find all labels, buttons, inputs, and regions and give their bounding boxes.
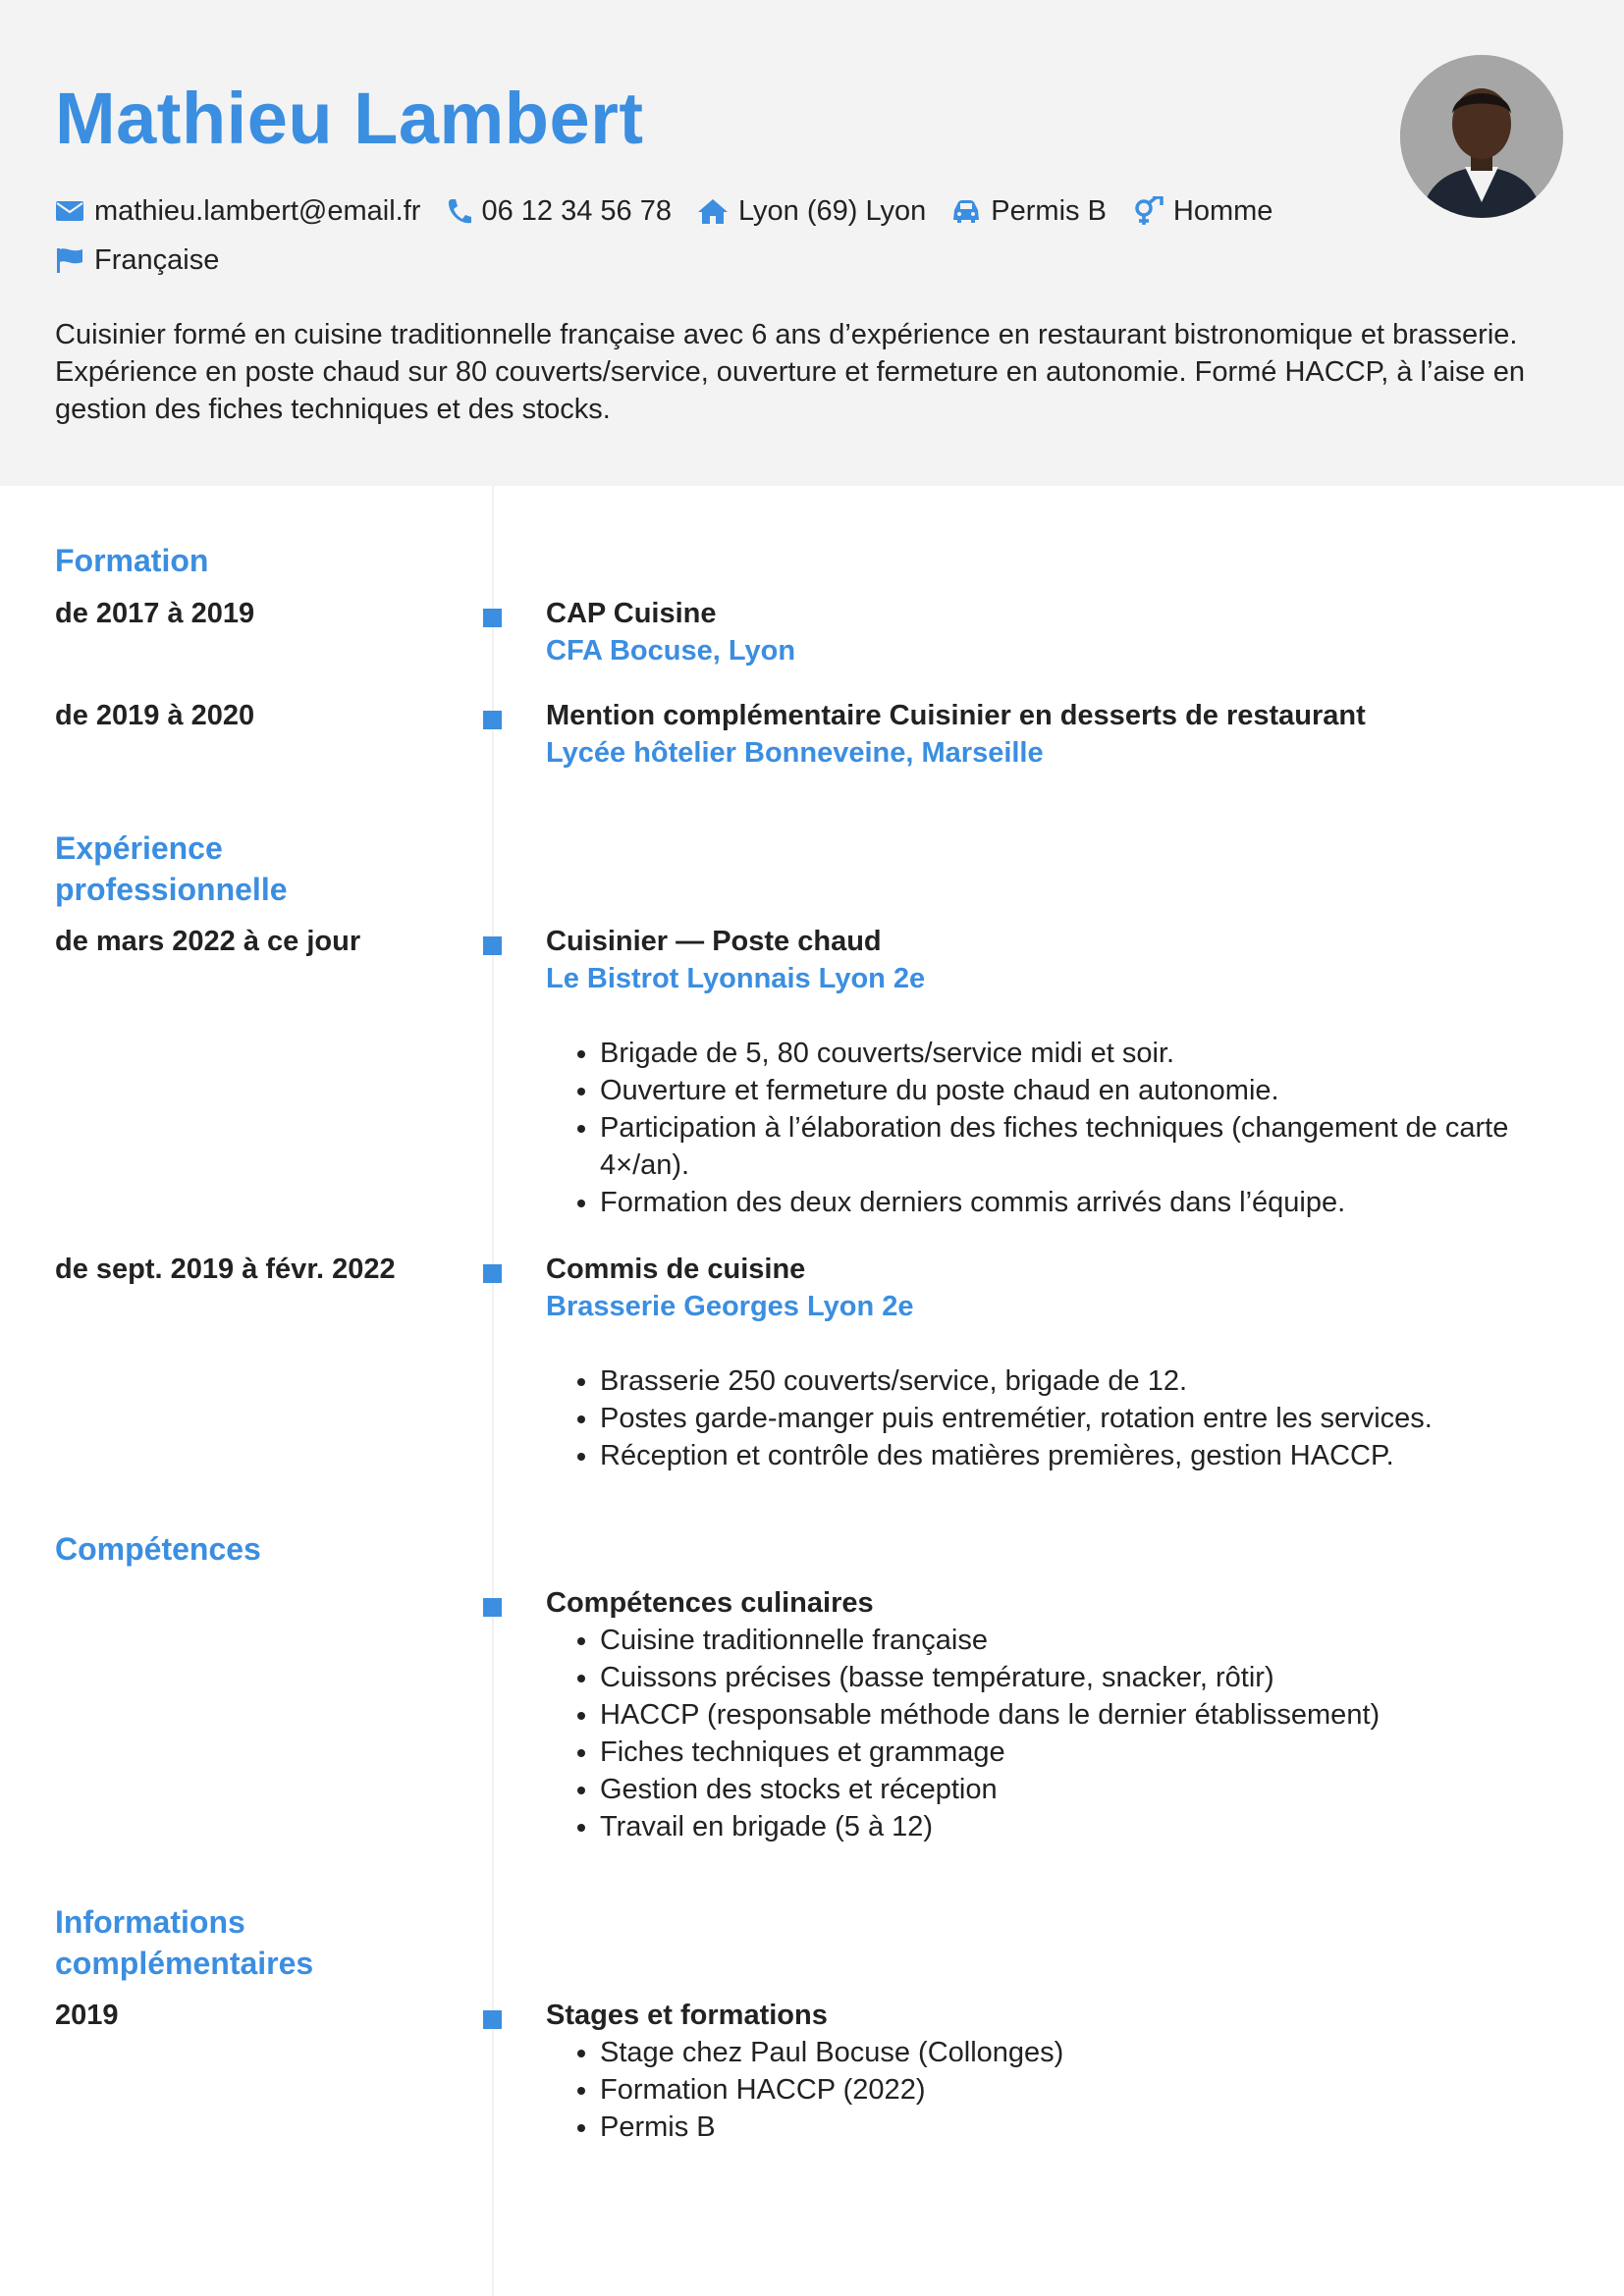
header: [0, 0, 1624, 486]
bullet-item: • Gestion des stocks et réception: [600, 1771, 1547, 1808]
timeline-marker: [483, 609, 502, 627]
entry-bullets: [546, 2034, 1547, 2146]
timeline-marker: [483, 711, 502, 729]
entry-place: Lycée hôtelier Bonneveine, Marseille: [546, 737, 1044, 769]
timeline-marker: [483, 1598, 502, 1617]
entry-title: Compétences culinaires: [546, 1587, 874, 1619]
entry-place: CFA Bocuse, Lyon: [546, 635, 796, 667]
skills-entry: [546, 1584, 1547, 1845]
info-entry: [546, 1997, 1547, 2146]
bullet-item: • Formation HACCP (2022): [600, 2071, 1547, 2109]
experience-date: de sept. 2019 à févr. 2022: [55, 1254, 396, 1285]
timeline-marker: [483, 2010, 502, 2029]
bullet-item: • Participation à l’élaboration des fiches techniques (changement de carte 4×/an).: [600, 1109, 1547, 1184]
timeline-marker: [483, 936, 502, 955]
entry-title: Cuisinier — Poste chaud: [546, 926, 882, 957]
home-icon: [697, 197, 729, 225]
avatar: [1400, 55, 1563, 218]
experience-entry: [546, 1251, 1547, 1474]
bullet-item: • Réception et contrôle des matières premières, gestion HACCP.: [600, 1437, 1547, 1474]
formation-date: de 2017 à 2019: [55, 598, 255, 629]
email-text: mathieu.lambert@email.fr: [94, 194, 421, 227]
phone-icon: [446, 197, 471, 225]
experience-entry: [546, 923, 1547, 1221]
candidate-name: Mathieu Lambert: [55, 78, 644, 159]
contact-address: [697, 195, 926, 228]
entry-title: Stages et formations: [546, 2000, 828, 2031]
bullet-item: • Cuisine traditionnelle française: [600, 1622, 1547, 1659]
contact-email: [55, 195, 420, 228]
bullet-item: • Brasserie 250 couverts/service, brigade de 12.: [600, 1362, 1547, 1400]
bullet-item: • Fiches techniques et grammage: [600, 1734, 1547, 1771]
flag-icon: [55, 246, 84, 274]
section-title-experience: Expérience professionnelle: [55, 830, 288, 907]
bullet-item: • Stage chez Paul Bocuse (Collonges): [600, 2034, 1547, 2071]
bullet-item: • Formation des deux derniers commis arrivés dans l’équipe.: [600, 1184, 1547, 1221]
gender-icon: [1132, 196, 1164, 226]
license-text: Permis B: [991, 194, 1107, 227]
avatar-photo: [1400, 55, 1563, 218]
contact-list: [55, 187, 1390, 285]
bullet-item: • Postes garde-manger puis entremétier, rotation entre les services.: [600, 1400, 1547, 1437]
entry-bullets: [546, 1622, 1547, 1845]
info-date: 2019: [55, 2000, 119, 2031]
entry-title: Mention complémentaire Cuisinier en desserts de restaurant: [546, 700, 1366, 731]
gender-text: Homme: [1172, 194, 1273, 227]
profile-summary: Cuisinier formé en cuisine traditionnelle française avec 6 ans d’expérience en restaurant bistronomique et brasserie. Expérience en poste chaud sur 80 couverts/service, ouverture et fermeture en autonomie. Formé HACCP, à l’aise en gestion des fiches techniques et des stocks.: [55, 319, 1525, 425]
bullet-item: • Ouverture et fermeture du poste chaud en autonomie.: [600, 1072, 1547, 1109]
bullet-item: • Cuissons précises (basse température, snacker, rôtir): [600, 1659, 1547, 1696]
contact-license: [951, 195, 1107, 228]
bullet-item: • HACCP (responsable méthode dans le dernier établissement): [600, 1696, 1547, 1734]
entry-bullets: [546, 1035, 1547, 1221]
section-title-info: Informations complémentaires: [55, 1904, 314, 1981]
entry-title: CAP Cuisine: [546, 598, 717, 629]
bullet-item: • Permis B: [600, 2109, 1547, 2146]
entry-bullets: [546, 1362, 1547, 1474]
contact-gender: [1132, 195, 1273, 228]
experience-date: de mars 2022 à ce jour: [55, 926, 361, 957]
formation-entry: [546, 595, 1547, 669]
nationality-text: Française: [94, 243, 220, 276]
contact-nationality: [55, 244, 219, 277]
car-icon: [951, 198, 981, 224]
formation-date: de 2019 à 2020: [55, 700, 255, 731]
timeline-marker: [483, 1264, 502, 1283]
address-text: Lyon (69) Lyon: [737, 194, 927, 227]
entry-place: Brasserie Georges Lyon 2e: [546, 1291, 914, 1322]
envelope-icon: [55, 200, 84, 222]
contact-phone: [446, 195, 672, 228]
entry-title: Commis de cuisine: [546, 1254, 806, 1285]
phone-text: 06 12 34 56 78: [481, 194, 672, 227]
section-title-formation: Formation: [55, 543, 209, 578]
bullet-item: • Travail en brigade (5 à 12): [600, 1808, 1547, 1845]
section-title-skills: Compétences: [55, 1531, 261, 1567]
bullet-item: • Brigade de 5, 80 couverts/service midi et soir.: [600, 1035, 1547, 1072]
formation-entry: [546, 697, 1547, 772]
entry-place: Le Bistrot Lyonnais Lyon 2e: [546, 963, 926, 994]
